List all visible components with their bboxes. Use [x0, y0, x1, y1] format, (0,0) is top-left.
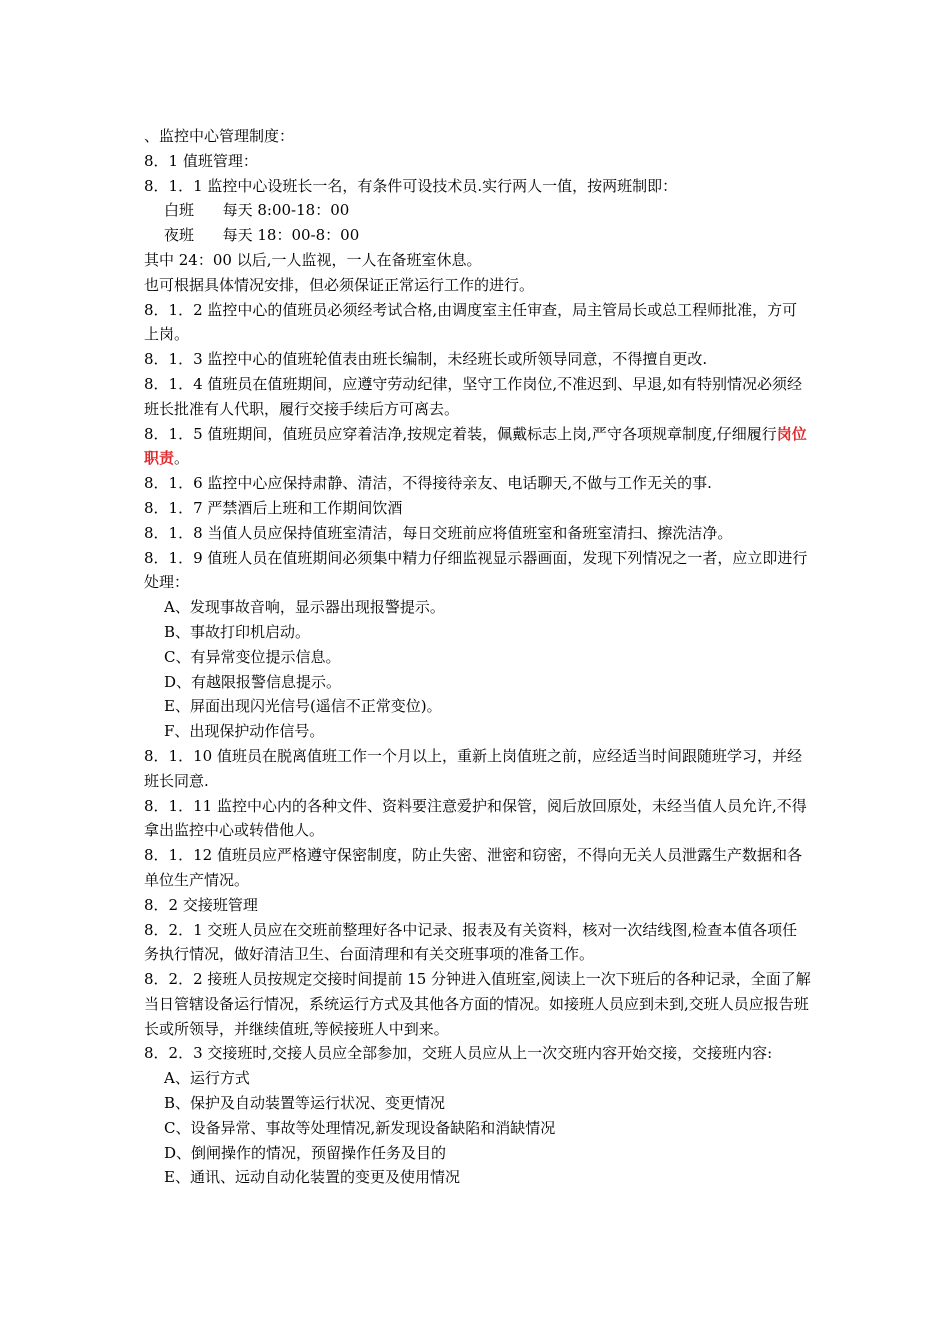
list-item: C、有异常变位提示信息。: [164, 647, 341, 666]
clause-8-1-1: 8．1．1 监控中心设班长一名，有条件可设技术员.实行两人一值，按两班制即：: [144, 176, 678, 195]
clause-8-1-11: 8．1．11 监控中心内的各种文件、资料要注意爱护和保管，阅后放回原处，未经当值人员允许,不得拿出监控中心或转借他人。: [144, 796, 807, 840]
clause-8-2-1: 8．2．1 交班人员应在交班前整理好各中记录、报表及有关资料，核对一次结线图,检查本值各项任务执行情况，做好清洁卫生、台面清理和有关交班事项的准备工作。: [144, 920, 798, 964]
clause-8-1-10: 8．1．10 值班员在脱离值班工作一个月以上，重新上岗值班之前，应经适当时间跟随班学习，并经班长同意.: [144, 746, 802, 790]
document-title: 、监控中心管理制度：: [144, 127, 295, 145]
list-item: A、发现事故音响，显示器出现报警提示。: [164, 598, 445, 617]
flexible-arrangement-note: 也可根据具体情况安排，但必须保证正常运行工作的进行。: [144, 275, 535, 294]
clause-8-1-12: 8．1．12 值班员应严格遵守保密制度，防止失密、泄密和窃密，不得向无关人员泄露生产数据和各单位生产情况。: [144, 846, 802, 889]
clause-8-2-2: 8．2．2 接班人员按规定交接时间提前 15 分钟进入值班室,阅读上一次下班后的各种记录，全面了解当日管辖设备运行情况，系统运行方式及其他各方面的情况。如接班人员应到未到,交班人员应报告班长或所领导，并继续值班,等候接班人中到来。: [144, 970, 811, 1038]
list-item: E、通讯、远动自动化装置的变更及使用情况: [164, 1168, 460, 1187]
clause-8-1-5-text: 8．1．5 值班期间，值班员应穿着洁净,按规定着装，佩戴标志上岗,严守各项规章制度,仔细履行: [144, 424, 777, 443]
list-item: D、有越限报警信息提示。: [164, 672, 342, 691]
after-midnight-note: 其中 24：00 以后,一人监视，一人在备班室休息。: [144, 250, 482, 269]
clause-8-1-5: [144, 422, 812, 472]
list-item: D、倒闸操作的情况，预留操作任务及目的: [164, 1143, 447, 1162]
clause-8-1-2: 8．1．2 监控中心的值班员必须经考试合格,由调度室主任审查，局主管局长或总工程师批准，方可上岗。: [144, 300, 798, 344]
highlighted-phrase: 岗位职责: [144, 424, 807, 468]
clause-8-1-3: 8．1．3 监控中心的值班轮值表由班长编制，未经班长或所领导同意，不得擅自更改.: [144, 350, 708, 369]
shift-night: 夜班 每天 18：00-8：00: [164, 226, 360, 245]
list-item: B、事故打印机启动。: [164, 622, 311, 641]
section-8-1-heading: 8．1 值班管理：: [144, 151, 258, 170]
clause-8-1-8: 8．1．8 当值人员应保持值班室清洁，每日交班前应将值班室和备班室清扫、擦洗洁净。: [144, 523, 733, 542]
list-item: E、屏面出现闪光信号(遥信不正常变位)。: [164, 697, 442, 716]
document-body: [144, 124, 812, 1190]
clause-8-1-9: 8．1．9 值班人员在值班期间必须集中精力仔细监视显示器画面，发现下列情况之一者，应立即进行处理：: [144, 548, 808, 592]
clause-8-1-5-end: 。: [174, 449, 190, 468]
clause-8-2-3: 8．2．3 交接班时,交接人员应全部参加，交班人员应从上一次交班内容开始交接，交接班内容:: [144, 1044, 773, 1063]
list-item: A、运行方式: [164, 1069, 250, 1088]
section-8-2-heading: 8．2 交接班管理: [144, 895, 258, 914]
shift-day: 白班 每天 8:00-18：00: [164, 201, 350, 220]
list-item: B、保护及自动装置等运行状况、变更情况: [164, 1094, 446, 1113]
list-item: F、出现保护动作信号。: [164, 722, 325, 741]
clause-8-1-7: 8．1．7 严禁酒后上班和工作期间饮酒: [144, 498, 403, 517]
clause-8-1-4: 8．1．4 值班员在值班期间，应遵守劳动纪律，坚守工作岗位,不准迟到、早退,如有特别情况必须经班长批准有人代职，履行交接手续后方可离去。: [144, 374, 802, 418]
clause-8-1-6: 8．1．6 监控中心应保持肃静、清洁，不得接待亲友、电话聊天,不做与工作无关的事.: [144, 474, 712, 493]
list-item: C、设备异常、事故等处理情况,新发现设备缺陷和消缺情况: [164, 1118, 556, 1137]
